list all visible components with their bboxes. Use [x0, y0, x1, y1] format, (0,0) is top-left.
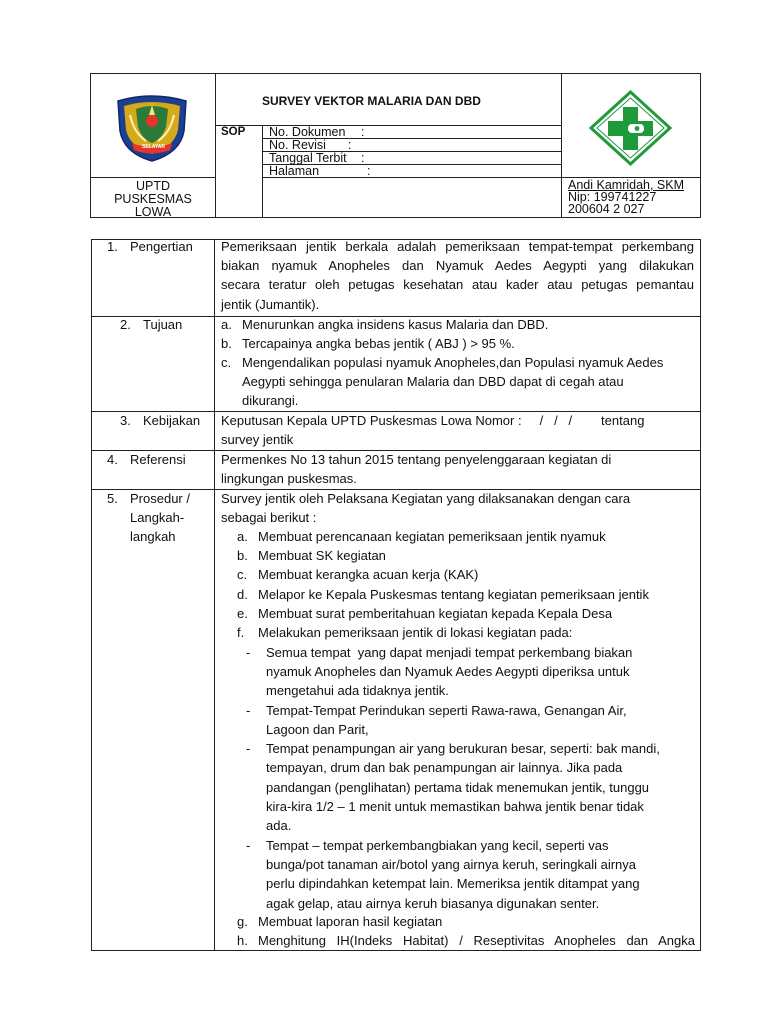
field-label: No. Dokumen	[269, 125, 346, 139]
list-item: Membuat SK kegiatan	[258, 548, 386, 563]
section-number: 1.	[107, 239, 118, 254]
section-label: Kebijakan	[143, 413, 201, 428]
text-line: secara teratur oleh petugas kesehatan atau kader atau petugas pemantau	[221, 277, 694, 292]
text-line: lingkungan puskesmas.	[221, 471, 357, 486]
sub-item-text: Tempat-Tempat Perindukan seperti Rawa-rawa, Genangan Air,	[266, 703, 627, 718]
list-item: Aegypti sehingga penularan Malaria dan DBD dapat di cegah atau	[242, 374, 624, 389]
text-line: Keputusan Kepala UPTD Puskesmas Lowa Nomor : / / / tentang	[221, 413, 645, 428]
health-cross-logo	[588, 90, 673, 166]
signatory-nip-line2: 200604 2 027	[568, 202, 645, 216]
signatory-nip-line1: Nip: 199741227	[568, 190, 657, 204]
emblem-banner-text: SELAYAR	[142, 144, 165, 150]
document-title: SURVEY VEKTOR MALARIA DAN DBD	[262, 94, 481, 108]
section-number: 2.	[120, 317, 131, 332]
field-label: Halaman	[269, 164, 320, 178]
list-marker: b.	[237, 548, 248, 563]
section-label: Tujuan	[143, 317, 183, 332]
list-item: Mengendalikan populasi nyamuk Anopheles,dan Populasi nyamuk Aedes	[242, 355, 664, 370]
section-label: Langkah-	[130, 510, 185, 525]
regional-emblem-logo	[112, 93, 192, 163]
text-line: Permenkes No 13 tahun 2015 tentang penyelenggaraan kegiatan di	[221, 452, 612, 467]
sop-label: SOP	[221, 126, 246, 138]
section-label: Prosedur /	[130, 491, 190, 506]
sub-item-text: nyamuk Anopheles dan Nyamuk Aedes Aegypti diperiksa untuk	[266, 664, 630, 679]
sub-item-text: kira-kira 1/2 – 1 menit untuk memastikan bahwa jentik benar tidak	[266, 799, 644, 814]
text-line: survey jentik	[221, 432, 294, 447]
list-item: Menghitung IH(Indeks Habitat) / Reseptivitas Anopheles dan Angka	[258, 933, 695, 948]
section-label: Pengertian	[130, 239, 193, 254]
list-item: Tercapainya angka bebas jentik ( ABJ ) > 95 %.	[242, 336, 515, 351]
sub-item-text: pandangan (penglihatan) pertama tidak menemukan jentik, tunggu	[266, 780, 650, 795]
dash-marker: -	[246, 741, 251, 756]
field-label: Tanggal Terbit	[269, 151, 347, 165]
list-marker: d.	[237, 587, 248, 602]
list-item: dikurangi.	[242, 393, 299, 408]
sub-item-text: tempayan, drum dan bak penampungan air lainnya. Jika pada	[266, 760, 623, 775]
sub-item-text: bunga/pot tanaman air/botol yang airnya keruh, seringkali airnya	[266, 857, 637, 872]
field-halaman	[269, 164, 371, 178]
field-sep: :	[348, 138, 352, 152]
sub-item-text: ada.	[266, 818, 292, 833]
section-number: 3.	[120, 413, 131, 428]
list-marker: g.	[237, 914, 248, 929]
text-line: biakan nyamuk Anopheles dan Nyamuk Aedes Aegypti yang dilakukan	[221, 258, 694, 273]
sub-item-text: perlu dipindahkan ketempat lain. Memeriksa jentik ditampat yang	[266, 876, 640, 891]
list-marker: a.	[237, 529, 248, 544]
text-line: Survey jentik oleh Pelaksana Kegiatan yang dilaksanakan dengan cara	[221, 491, 631, 506]
list-marker: e.	[237, 606, 248, 621]
sub-item-text: Semua tempat yang dapat menjadi tempat perkembang biakan	[266, 645, 633, 660]
field-sep: :	[361, 125, 365, 139]
sub-item-text: agak gelap, atau airnya keruh biasanya digunakan senter.	[266, 896, 600, 911]
list-marker: c.	[221, 355, 232, 370]
sub-item-text: Tempat – tempat perkembangbiakan yang kecil, seperti vas	[266, 838, 609, 853]
field-sep: :	[367, 164, 371, 178]
list-marker: f.	[237, 625, 245, 640]
section-number: 4.	[107, 452, 118, 467]
field-label: No. Revisi	[269, 138, 326, 152]
org-name-line2: PUSKESMAS	[114, 192, 192, 206]
text-line: sebagai berikut :	[221, 510, 317, 525]
section-label: Referensi	[130, 452, 186, 467]
list-item: Membuat kerangka acuan kerja (KAK)	[258, 567, 479, 582]
section-label: langkah	[130, 529, 176, 544]
text-line: Pemeriksaan jentik berkala adalah pemeriksaan tempat-tempat perkembang	[221, 239, 694, 254]
field-no-dokumen	[269, 125, 365, 139]
list-marker: c.	[237, 567, 248, 582]
list-item: Membuat perencanaan kegiatan pemeriksaan jentik nyamuk	[258, 529, 606, 544]
dash-marker: -	[246, 838, 251, 853]
org-name-line1: UPTD	[135, 179, 171, 193]
list-item: Melakukan pemeriksaan jentik di lokasi kegiatan pada:	[258, 625, 573, 640]
list-item: Membuat laporan hasil kegiatan	[258, 914, 443, 929]
list-item: Melapor ke Kepala Puskesmas tentang kegiatan pemeriksaan jentik	[258, 587, 649, 602]
list-marker: a.	[221, 317, 232, 332]
dash-marker: -	[246, 645, 251, 660]
org-name-line3: LOWA	[134, 205, 172, 219]
sub-item-text: Tempat penampungan air yang berukuran besar, seperti: bak mandi,	[266, 741, 660, 756]
list-item: Membuat surat pemberitahuan kegiatan kepada Kepala Desa	[258, 606, 613, 621]
field-tanggal-terbit	[269, 151, 365, 165]
dash-marker: -	[246, 703, 251, 718]
list-marker: h.	[237, 933, 248, 948]
section-number: 5.	[107, 491, 118, 506]
sub-item-text: Lagoon dan Parit,	[266, 722, 369, 737]
list-item: Menurunkan angka insidens kasus Malaria dan DBD.	[242, 317, 549, 332]
list-marker: b.	[221, 336, 232, 351]
sub-item-text: mengetahui ada tidaknya jentik.	[266, 683, 449, 698]
field-no-revisi	[269, 138, 352, 152]
text-line: jentik (Jumantik).	[221, 297, 320, 312]
signatory-name: Andi Kamridah, SKM	[568, 178, 685, 192]
field-sep: :	[361, 151, 365, 165]
